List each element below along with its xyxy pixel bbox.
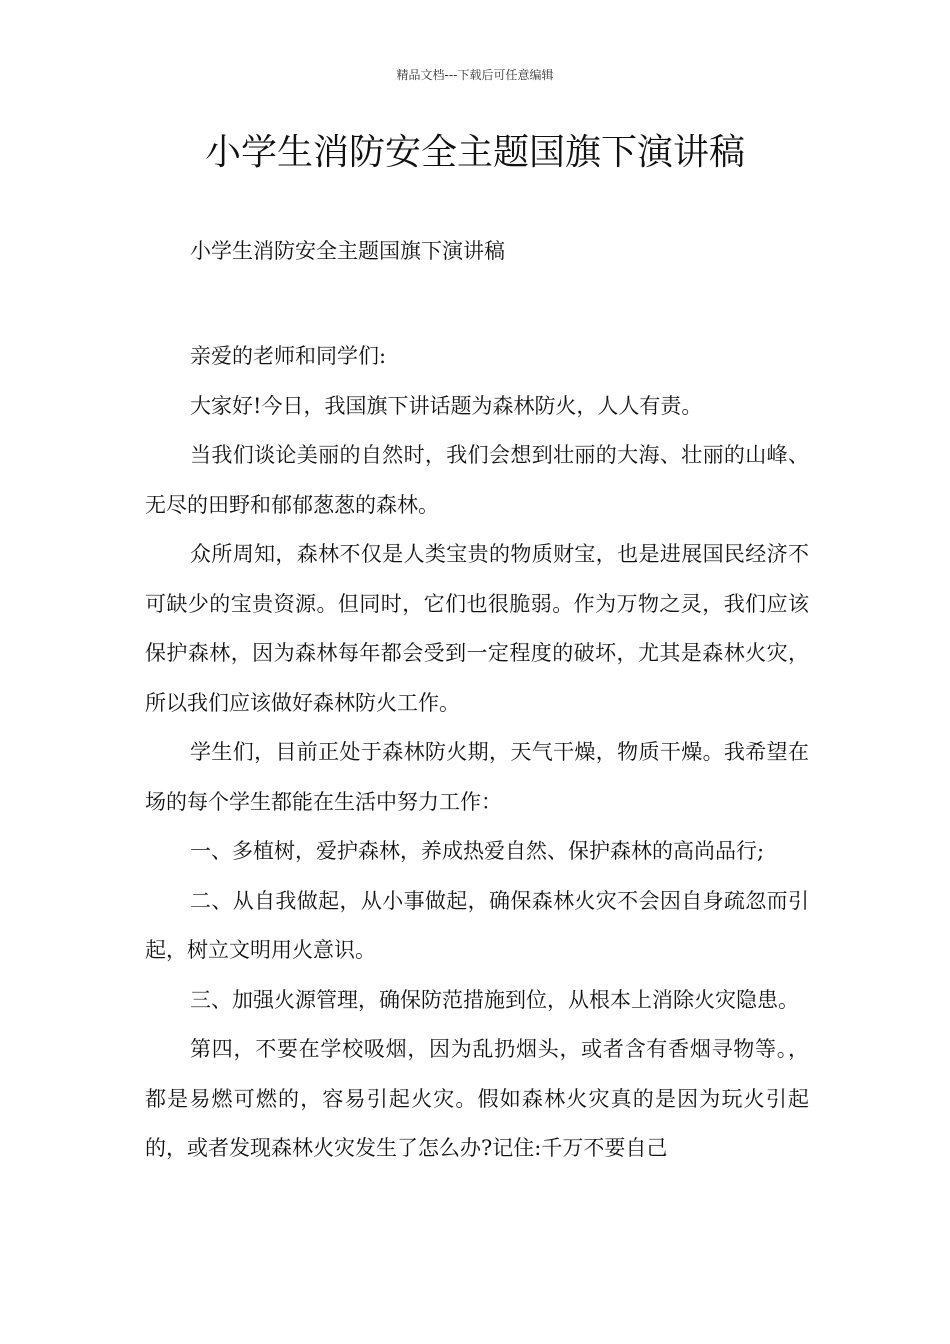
paragraph-nature: 当我们谈论美丽的自然时，我们会想到壮丽的大海、壮丽的山峰、无尽的田野和郁郁葱葱的森林。	[145, 443, 809, 517]
document-body	[145, 332, 809, 1174]
paragraph-point-three: 三、加强火源管理，确保防范措施到位，从根本上消除火灾隐患。	[190, 987, 799, 1012]
document-subtitle: 小学生消防安全主题国旗下演讲稿	[190, 239, 505, 263]
paragraph-intro: 大家好!今日，我国旗下讲话题为森林防火，人人有责。	[190, 393, 703, 418]
header-note: 精品文档---下载后可任意编辑	[396, 68, 554, 82]
paragraph-point-four: 第四，不要在学校吸烟，因为乱扔烟头，或者含有香烟寻物等。，都是易燃可燃的，容易引起火灾。假如森林火灾真的是因为玩火引起的，或者发现森林火灾发生了怎么办?记住:千万不要自己	[145, 1037, 809, 1160]
document-title: 小学生消防安全主题国旗下演讲稿	[204, 132, 745, 173]
paragraph-greeting: 亲爱的老师和同学们:	[190, 344, 387, 368]
paragraph-students: 学生们，目前正处于森林防火期，天气干燥，物质干燥。我希望在场的每个学生都能在生活中努力工作：	[145, 740, 809, 814]
paragraph-point-one: 一、多植树，爱护森林，养成热爱自然、保护森林的高尚品行;	[190, 839, 765, 863]
paragraph-forest-value: 众所周知，森林不仅是人类宝贵的物质财宝，也是进展国民经济不可缺少的宝贵资源。但同时，它们也很脆弱。作为万物之灵，我们应该保护森林，因为森林每年都会受到一定程度的破坏，尤其是森林火灾，所以我们应该做好森林防火工作。	[145, 542, 809, 715]
paragraph-point-two: 二、从自我做起，从小事做起，确保森林火灾不会因自身疏忽而引起，树立文明用火意识。	[145, 888, 809, 962]
